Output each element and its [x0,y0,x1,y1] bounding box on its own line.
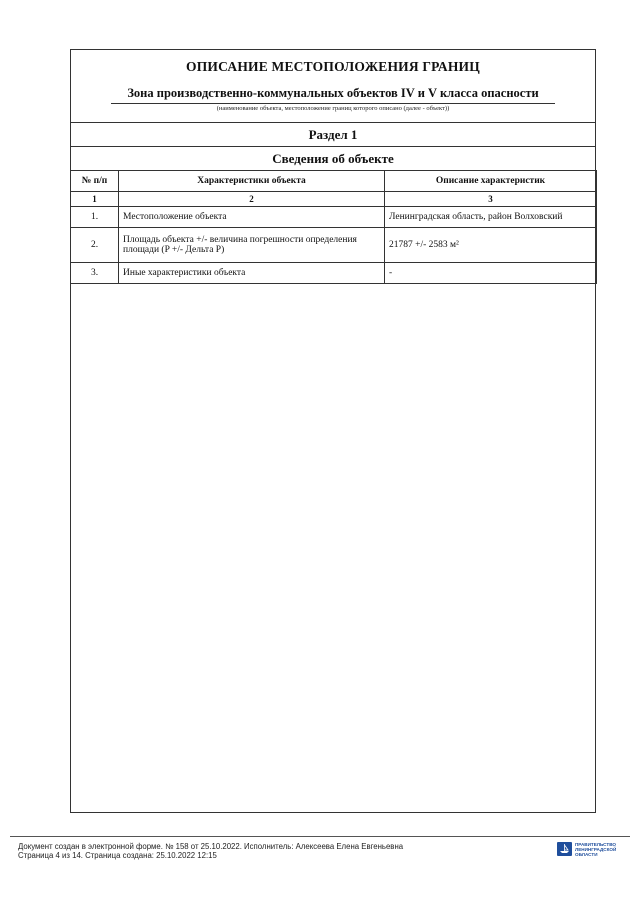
index-cell: 3 [385,192,597,207]
document-frame [70,49,596,813]
row-number: 1. [71,207,119,228]
footer-line-1: Документ создан в электронной форме. № 158 от 25.10.2022. Исполнитель: Алексеева Елена Евгеньевна [18,842,404,851]
object-info-table [70,170,597,284]
row-characteristic: Местоположение объекта [119,207,385,228]
header-characteristic: Характеристики объекта [119,171,385,192]
index-cell: 1 [71,192,119,207]
footer-divider [10,836,630,837]
logo-text: ПРАВИТЕЛЬСТВО ЛЕНИНГРАДСКОЙ ОБЛАСТИ [575,842,617,857]
ship-emblem-icon [557,842,572,856]
header-description: Описание характеристик [385,171,597,192]
row-characteristic: Иные характеристики объекта [119,263,385,284]
object-name-underline [111,103,555,104]
table-row [71,228,597,263]
table-index-row [71,192,597,207]
section-subtitle: Сведения об объекте [272,151,394,166]
document-title: ОПИСАНИЕ МЕСТОПОЛОЖЕНИЯ ГРАНИЦ [186,59,480,74]
object-name: Зона производственно-коммунальных объектов IV и V класса опасности [127,86,539,100]
government-logo [557,842,625,857]
row-characteristic: Площадь объекта +/- величина погрешности определения площади (P +/- Дельта P) [119,228,385,263]
footer-line-2: Страница 4 из 14. Страница создана: 25.10.2022 12:15 [18,851,217,860]
row-description: - [385,263,597,284]
header-number: № п/п [71,171,119,192]
footer-info [18,842,403,860]
table-row [71,207,597,228]
divider [71,122,595,123]
object-name-note: (наименование объекта, местоположение границ которого описано (далее - объект)) [216,105,450,112]
row-number: 2. [71,228,119,263]
divider [71,146,595,147]
section-title: Раздел 1 [308,127,358,142]
row-description: 21787 +/- 2583 м² [385,228,597,263]
index-cell: 2 [119,192,385,207]
table-row [71,263,597,284]
row-description: Ленинградская область, район Волховский [385,207,597,228]
table-header-row [71,171,597,192]
row-number: 3. [71,263,119,284]
